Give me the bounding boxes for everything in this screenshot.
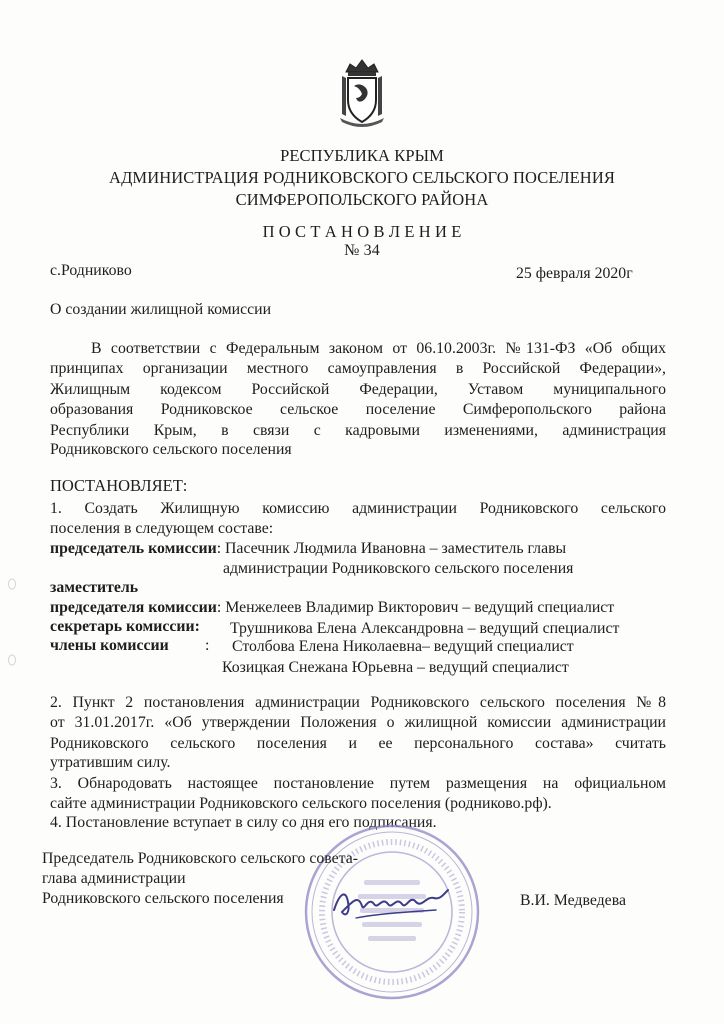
signatory-name: В.И. Медведева (520, 892, 626, 909)
header-republic: РЕСПУБЛИКА КРЫМ (280, 146, 444, 165)
chair-text: : Пасечник Людмила Ивановна – заместитель главы (216, 540, 567, 557)
preamble-line: В соответствии с Федеральным законом от 06.10.2003г. №131-ФЗ «Об общих (91, 340, 666, 357)
item3-line: сайте администрации Родниковского сельского поселения (родниково.рф). (50, 795, 552, 812)
item2-line: Родниковского сельского поселения и ее персонального состава» считать (50, 735, 666, 752)
preamble-line: Родниковского сельского поселения (50, 441, 292, 458)
preamble-line: Республики Крым, в связи с кадровыми изменениями, администрация (50, 422, 666, 439)
commission-deputy (50, 599, 614, 617)
commission-chair (50, 540, 566, 558)
deputy-label-1: заместитель (50, 579, 139, 596)
item2-line: 2. Пункт 2 постановления администрации Родниковского сельского поселения №8 (50, 694, 666, 711)
document-number: № 34 (344, 242, 380, 259)
date: 25 февраля 2020г (516, 265, 633, 282)
member-2: Козицкая Снежана Юрьевна – ведущий специалист (222, 659, 569, 676)
item1-line: поселения в следующем составе: (50, 520, 274, 537)
deputy-text: : Менжелеев Владимир Викторович – ведущий специалист (216, 599, 615, 616)
place: с.Родниково (50, 262, 132, 279)
member-1: Столбова Елена Николаевна– ведущий специалист (232, 638, 574, 655)
header-district: СИМФЕРОПОЛЬСКОГО РАЙОНА (235, 190, 489, 209)
item3-line: 3. Обнародовать настоящее постановление путем размещения на официальном (50, 775, 666, 792)
deputy-label-2: председателя комиссии (50, 599, 217, 616)
handwritten-signature (326, 872, 456, 926)
preamble-line: принципах организации местного самоуправления в Российской Федерации», (50, 360, 666, 377)
members-label: члены комиссии (50, 637, 169, 654)
preamble-line: образования Родниковское сельское поселение Симферопольского района (50, 401, 666, 418)
chair-text-2: администрации Родниковского сельского поселения (223, 560, 574, 577)
binder-holes (5, 570, 19, 690)
subject: О создании жилищной комиссии (50, 301, 272, 318)
secretary-label: секретарь комиссии: (50, 618, 200, 635)
document-type-title: П О С Т А Н О В Л Е Н И Е (262, 222, 462, 241)
item4: 4. Постановление вступает в силу со дня его подписания. (50, 814, 437, 831)
item1-line: 1. Создать Жилищную комиссию администрации Родниковского сельского (50, 500, 666, 517)
members-colon: : (205, 637, 210, 654)
chair-label: председатель комиссии (50, 540, 217, 557)
resolves-heading: ПОСТАНОВЛЯЕТ: (50, 476, 188, 495)
secretary-text: Трушникова Елена Александровна – ведущий специалист (230, 620, 620, 637)
signatory-line-1: Председатель Родниковского сельского совета- (42, 850, 359, 867)
item2-line: от 31.01.2017г. «Об утверждении Положения о жилищной комиссии администрации (50, 714, 666, 731)
crimea-coat-of-arms-icon (336, 56, 388, 128)
signatory-line-3: Родниковского сельского поселения (42, 890, 284, 907)
header-administration: АДМИНИСТРАЦИЯ РОДНИКОВСКОГО СЕЛЬСКОГО ПОСЕЛЕНИЯ (109, 168, 615, 187)
item2-line: утратившим силу. (50, 754, 171, 771)
signatory-line-2: глава администрации (42, 870, 186, 887)
preamble-line: Жилищным кодексом Российской Федерации, Уставом муниципального (50, 381, 666, 398)
